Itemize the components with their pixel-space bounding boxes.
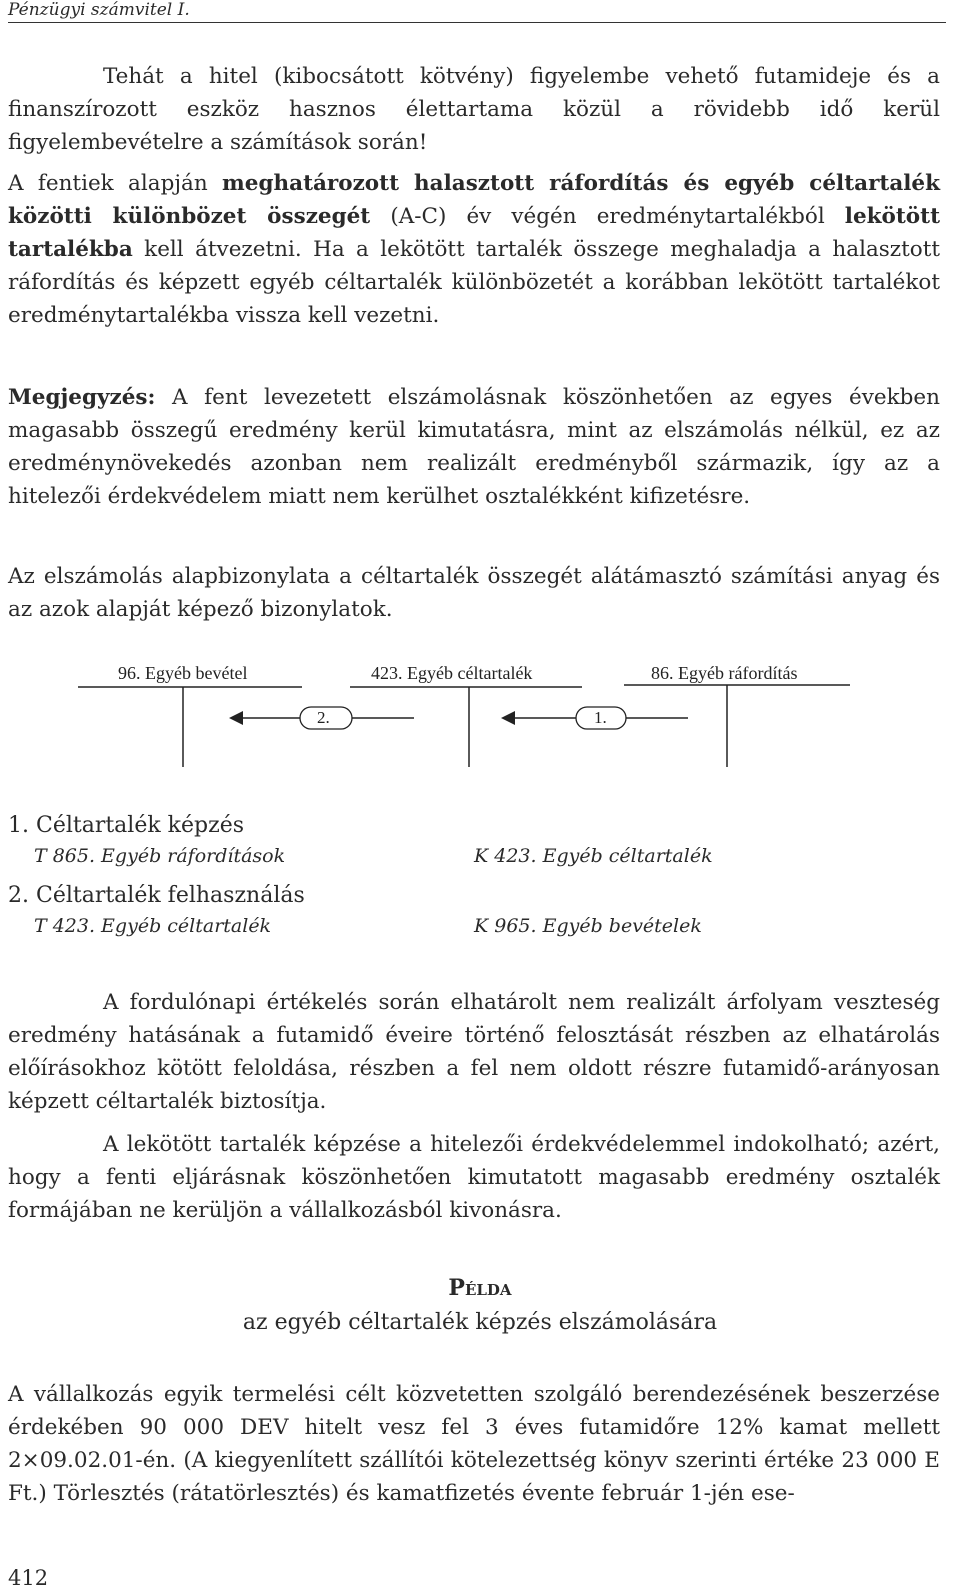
note-label: Megjegyzés: — [8, 385, 156, 410]
example-subtitle: az egyéb céltartalék képzés elszámolására — [242, 1310, 718, 1335]
p2-text-c: (A-C) év végén eredménytartalékból — [370, 204, 845, 229]
p2-bold-d: lekötött tartalékba — [8, 204, 940, 262]
p2-bold-b: meghatározott halasztott ráfordítás és egyéb céltartalék közötti különbözet összegét — [8, 171, 940, 229]
account-96-label: 96. Egyéb bevétel — [118, 663, 248, 683]
header-title: Pénzügyi számvitel I. — [8, 0, 190, 20]
paragraph-3: Az elszámolás alapbizonylata a céltartalék összegét alátámasztó számítási anyag és az azok alapját képező bizonylatok. — [8, 564, 940, 622]
step-2-label: 2. — [317, 708, 330, 727]
note-paragraph — [8, 381, 940, 513]
entry-2-debit: T 423. Egyéb céltartalék — [34, 915, 272, 937]
t-account-diagram — [0, 655, 960, 775]
paragraph-4: A fordulónapi értékelés során elhatárolt nem realizált árfolyam veszteség eredmény hatásának a futamidő éveire történő felosztását részben az elhatárolás előírásokhoz kötött feloldása, részben a fel nem oldott részre futamidő-arányosan képzett céltartalék biztosítja. — [8, 990, 940, 1114]
paragraph-1: Tehát a hitel (kibocsátott kötvény) figyelembe vehető futamideje és a finanszírozott eszköz hasznos élettartama közül a rövidebb idő kerül figyelembevételre a számítások során! — [8, 64, 940, 155]
paragraph-6: A vállalkozás egyik termelési célt közvetetten szolgáló berendezésének beszerzése érdekében 90 000 DEV hitelt vesz fel 3 éves futamidőre 12% kamat mellett 2×09.02.01-én. (A kiegyenlített szállítói kötelezettség könyv szerinti értéke 23 000 E Ft.) Törlesztés (rátatörlesztés) és kamatfizetés évente február 1-jén ese- — [8, 1382, 940, 1506]
account-423-label: 423. Egyéb céltartalék — [371, 663, 533, 683]
running-header — [8, 0, 946, 23]
example-title: Példa — [448, 1275, 512, 1301]
note-text: A fent levezetett elszámolásnak köszönhetően az egyes években magasabb összegű eredmény kerül kimutatásra, mint az elszámolás nélkül, ez az eredménynövekedés azonban nem realizált eredményből származik, így az a hitelezői érdekvédelem miatt nem kerülhet osztalékként kifizetésre. — [8, 385, 940, 509]
arrow-1-head — [501, 711, 515, 725]
entry-1-credit: K 423. Egyéb céltartalék — [474, 845, 713, 867]
entry-1-title: 1. Céltartalék képzés — [8, 813, 245, 838]
account-86-label: 86. Egyéb ráfordítás — [651, 663, 798, 683]
arrow-2-head — [229, 711, 243, 725]
p2-text-e: kell átvezetni. Ha a lekötött tartalék összege meghaladja a halasztott ráfordítás és képzett egyéb céltartalék különbözetét a korábban lekötött tartalékot eredménytartalékba vissza kell vezetni. — [8, 237, 940, 328]
entry-2-title: 2. Céltartalék felhasználás — [8, 883, 305, 908]
paragraph-2 — [8, 167, 940, 332]
p2-text-a: A fentiek alapján — [8, 171, 223, 196]
entry-1-debit: T 865. Egyéb ráfordítások — [34, 845, 286, 867]
step-1-label: 1. — [594, 708, 607, 727]
paragraph-5: A lekötött tartalék képzése a hitelezői érdekvédelemmel indokolható; azért, hogy a fenti eljárásnak köszönhetően kimutatott magasabb eredmény osztalék formájában ne kerüljön a vállalkozásból kivonásra. — [8, 1132, 940, 1223]
entry-2-credit: K 965. Egyéb bevételek — [474, 915, 702, 937]
page-number: 412 — [8, 1566, 49, 1590]
diagram-lines — [0, 655, 960, 775]
